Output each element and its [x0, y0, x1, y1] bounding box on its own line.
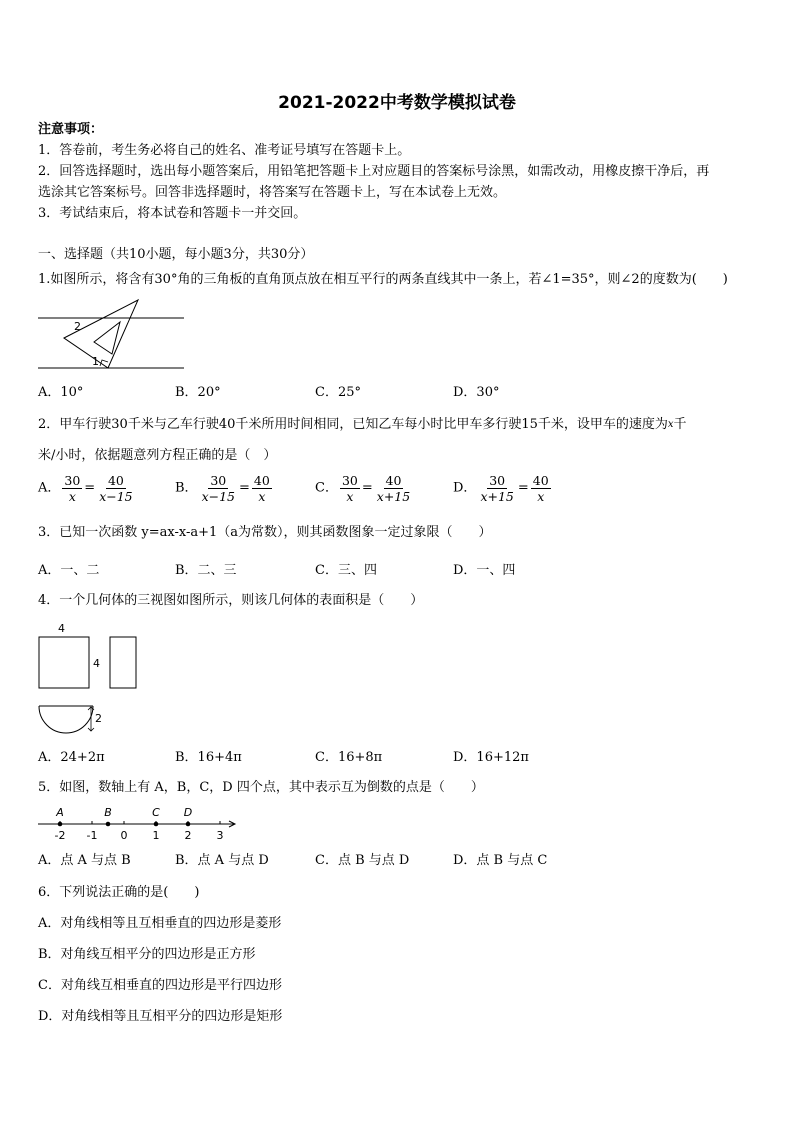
q3-option-a[interactable]: A．一、二 [38, 563, 100, 578]
q6-option-c[interactable]: C．对角线互相垂直的四边形是平行四边形 [38, 978, 282, 993]
page-title: 2021-2022中考数学模拟试卷 [278, 93, 516, 113]
question-4-stem: 4．一个几何体的三视图如图所示，则该几何体的表面积是（ ） [38, 593, 424, 608]
q6-option-a[interactable]: A．对角线相等且互相垂直的四边形是菱形 [38, 916, 282, 931]
question-2-stem-line2: 米/小时，依据题意列方程正确的是（ ） [38, 448, 277, 463]
point-c [154, 822, 159, 827]
q2-option-d[interactable]: D． $\frac{30}{x+15}$ = $\frac{40}{x}$ [453, 473, 549, 504]
q4-three-view-figure [36, 620, 156, 738]
q3-option-d[interactable]: D．一、四 [453, 563, 516, 578]
point-b [106, 822, 111, 827]
axis-tick-label: 2 [184, 829, 192, 842]
q2-var-x: x [667, 419, 674, 430]
point-label-b: B [104, 806, 112, 819]
q2-option-b[interactable]: B． $\frac{30}{x-15}$ = $\frac{40}{x}$ [175, 473, 270, 504]
section-heading: 一、选择题（共10小题，每小题3分，共30分） [38, 247, 314, 262]
q3-option-c[interactable]: C．三、四 [315, 563, 377, 578]
point-a [58, 822, 63, 827]
q1-option-d[interactable]: D．30° [453, 385, 500, 400]
set-square-outer [64, 300, 138, 368]
q5-option-a[interactable]: A．点 A 与点 B [38, 853, 131, 868]
axis-tick-label: -2 [54, 829, 66, 842]
radius-label: 2 [95, 712, 102, 725]
notes-heading: 注意事项： [38, 122, 104, 137]
q1-option-a[interactable]: A．10° [38, 385, 84, 400]
q4-option-c[interactable]: C．16+8π [315, 750, 383, 765]
point-d [186, 822, 191, 827]
question-5-stem: 5．如图，数轴上有 A，B，C，D 四个点，其中表示互为倒数的点是（ ） [38, 780, 484, 795]
question-1-stem: 1.如图所示，将含有30°角的三角板的直角顶点放在相互平行的两条直线其中一条上，若∠1=35°，则∠2的度数为( ) [38, 272, 728, 287]
question-2-stem [38, 416, 687, 434]
q1-figure [36, 294, 186, 374]
point-label-c: C [152, 806, 160, 819]
q1-option-b[interactable]: B．20° [175, 385, 221, 400]
angle-1-label: 1 [92, 355, 99, 368]
q2-option-a[interactable]: A． $\frac{30}{x}$ = $\frac{40}{x-15}$ [38, 473, 133, 504]
q5-option-b[interactable]: B．点 A 与点 D [175, 853, 269, 868]
top-view-arc [39, 706, 93, 733]
q6-option-d[interactable]: D．对角线相等且互相平分的四边形是矩形 [38, 1009, 283, 1024]
q4-option-a[interactable]: A．24+2π [38, 750, 105, 765]
q1-option-c[interactable]: C．25° [315, 385, 361, 400]
point-label-a: A [56, 806, 64, 819]
axis-tick-label: 1 [152, 829, 160, 842]
question-3-stem: 3．已知一次函数 y=ax-x-a+1（a为常数），则其函数图象一定过象限（ ） [38, 525, 492, 540]
q5-number-line [36, 804, 240, 844]
question-6-stem: 6．下列说法正确的是( ) [38, 885, 200, 900]
axis-tick-label: -1 [86, 829, 98, 842]
q3-option-b[interactable]: B．二、三 [175, 563, 237, 578]
note-item: 3．考试结束后，将本试卷和答题卡一并交回。 [38, 206, 307, 221]
q4-option-b[interactable]: B．16+4π [175, 750, 242, 765]
axis-tick-label: 0 [120, 829, 128, 842]
note-item: 2．回答选择题时，选出每小题答案后，用铅笔把答题卡上对应题目的答案标号涂黑，如需改动，用橡皮擦干净后，再 [38, 164, 710, 179]
note-item: 选涂其它答案标号。回答非选择题时，将答案写在答题卡上，写在本试卷上无效。 [38, 185, 507, 200]
q2-option-c[interactable]: C． $\frac{30}{x}$ = $\frac{40}{x+15}$ [315, 473, 411, 504]
front-view [39, 637, 89, 688]
q6-option-b[interactable]: B．对角线互相平分的四边形是正方形 [38, 947, 256, 962]
point-label-d: D [183, 806, 193, 819]
q5-option-c[interactable]: C．点 B 与点 D [315, 853, 410, 868]
side-view [110, 637, 136, 688]
front-view-width-label: 4 [58, 622, 65, 635]
q2-unit-tail: 千 [673, 417, 687, 432]
q5-option-d[interactable]: D．点 B 与点 C [453, 853, 548, 868]
front-view-height-label: 4 [93, 657, 100, 670]
angle-2-label: 2 [74, 320, 81, 333]
q2-stem-text: 2．甲车行驶30千米与乙车行驶40千米所用时间相同，已知乙车每小时比甲车多行驶15千米，设甲车的速度为 [38, 417, 668, 432]
q4-option-d[interactable]: D．16+12π [453, 750, 529, 765]
axis-tick-label: 3 [216, 829, 224, 842]
note-item: 1．答卷前，考生务必将自己的姓名、准考证号填写在答题卡上。 [38, 143, 411, 158]
